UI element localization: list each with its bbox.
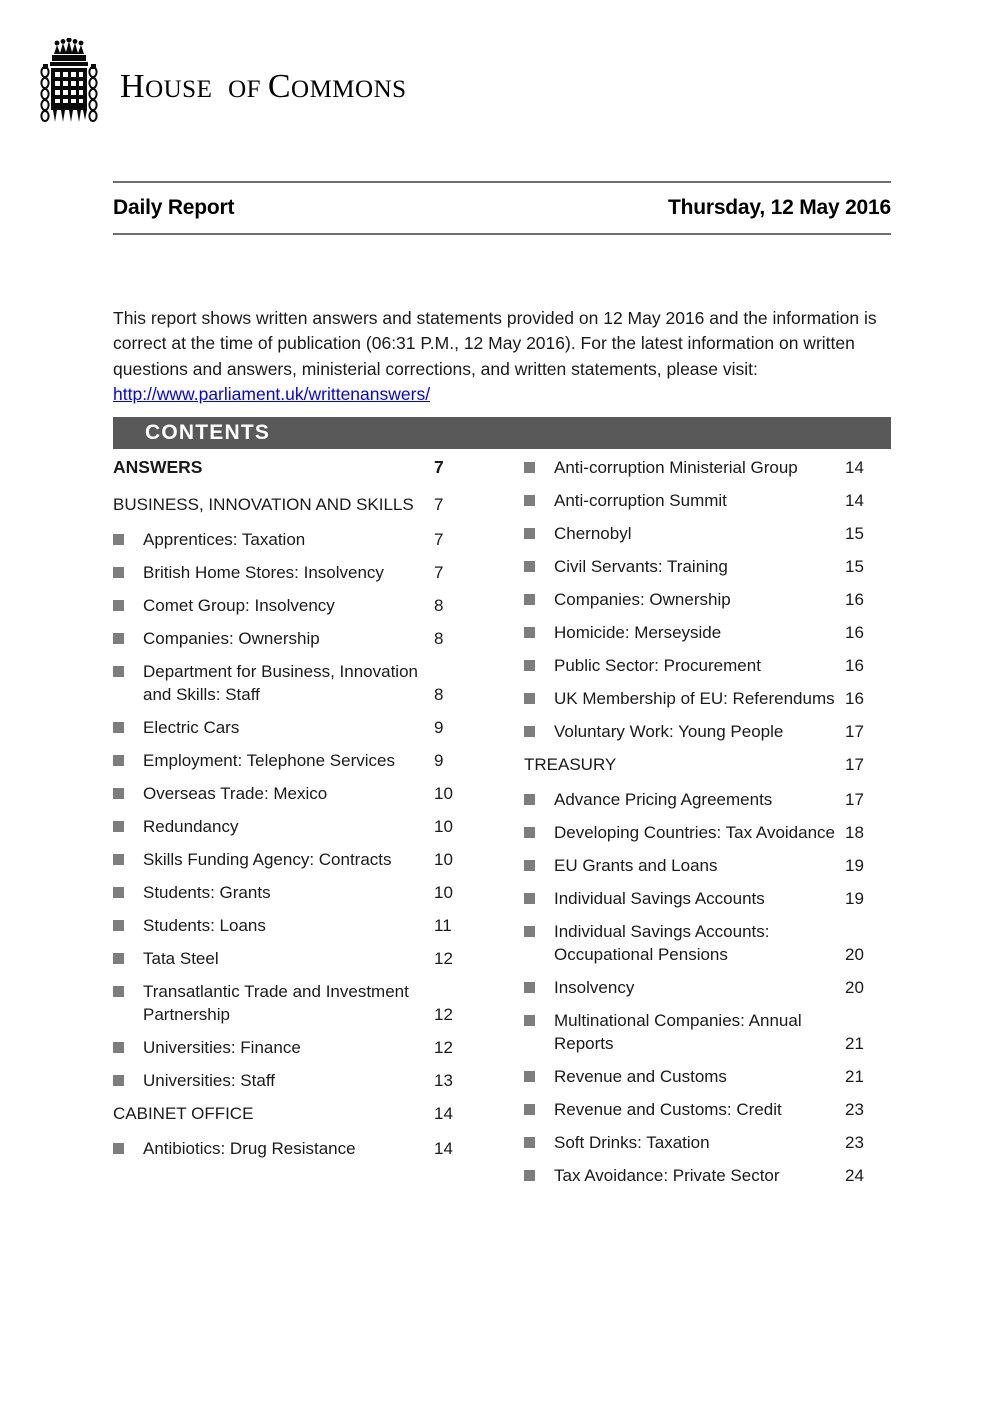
toc-entry[interactable] (113, 627, 480, 650)
toc-entry-label: Soft Drinks: Taxation (554, 1133, 710, 1152)
toc-entry[interactable] (524, 720, 891, 743)
toc-entry[interactable] (113, 980, 480, 1026)
bullet-square-icon (113, 881, 143, 898)
square-icon (524, 495, 535, 506)
toc-entry-label: Tata Steel (143, 949, 219, 968)
toc-entry[interactable] (524, 821, 891, 844)
toc-entry-label: CABINET OFFICE (113, 1104, 254, 1123)
report-date: Thursday, 12 May 2016 (667, 196, 891, 219)
toc-entry-label: Anti-corruption Summit (554, 491, 727, 510)
toc-entry-page-number: 10 (434, 883, 453, 902)
toc-entry-page-number: 10 (434, 817, 453, 836)
toc-entry[interactable] (113, 594, 480, 617)
toc-entry-label: Individual Savings Accounts: Occupational Pensions (554, 922, 770, 964)
written-answers-link[interactable]: http://www.parliament.uk/writtenanswers/ (113, 384, 431, 404)
bullet-square-icon (113, 749, 143, 766)
toc-entry-page-number: 14 (845, 491, 864, 510)
toc-entry[interactable] (113, 1069, 480, 1092)
toc-entry[interactable] (113, 848, 480, 871)
toc-entry-label: Universities: Staff (143, 1071, 275, 1090)
portcullis-crest-icon (36, 38, 102, 136)
toc-entry-label: BUSINESS, INNOVATION AND SKILLS (113, 495, 414, 514)
bullet-square-icon (524, 654, 554, 671)
square-icon (524, 726, 535, 737)
bullet-square-icon (113, 561, 143, 578)
square-icon (524, 860, 535, 871)
toc-entry-label: Chernobyl (554, 524, 632, 543)
bullet-square-icon (113, 1069, 143, 1086)
toc-entry-label: Universities: Finance (143, 1038, 301, 1057)
square-icon (113, 986, 124, 997)
toc-entry[interactable] (524, 456, 891, 479)
square-icon (113, 1042, 124, 1053)
toc-entry-page-number: 12 (434, 1005, 453, 1024)
square-icon (524, 561, 535, 572)
toc-entry-label: Public Sector: Procurement (554, 656, 761, 675)
toc-entry-label: Civil Servants: Training (554, 557, 728, 576)
toc-entry[interactable] (524, 1065, 891, 1088)
square-icon (524, 926, 535, 937)
square-icon (113, 1075, 124, 1086)
square-icon (524, 827, 535, 838)
toc-entry-page-number: 11 (434, 916, 452, 935)
toc-entry[interactable] (113, 881, 480, 904)
toc-entry[interactable] (524, 555, 891, 578)
toc-entry-label: Tax Avoidance: Private Sector (554, 1166, 780, 1185)
toc-entry-label: Department for Business, Innovation and Skills: Staff (143, 662, 418, 704)
toc-entry-page-number: 15 (845, 524, 864, 543)
toc-entry-page-number: 20 (845, 978, 864, 997)
bullet-square-icon (524, 555, 554, 572)
bullet-square-icon (113, 528, 143, 545)
bullet-square-icon (113, 627, 143, 644)
toc-entry-page-number: 7 (434, 563, 444, 582)
square-icon (524, 693, 535, 704)
toc-left-column (113, 456, 480, 1197)
toc-entry-label: UK Membership of EU: Referendums (554, 689, 835, 708)
bullet-square-icon (524, 854, 554, 871)
toc-entry-page-number: 21 (845, 1067, 864, 1086)
toc-entry-label: ANSWERS (113, 457, 203, 477)
toc-entry-page-number: 23 (845, 1100, 864, 1119)
toc-entry-page-number: 14 (434, 1104, 453, 1123)
bullet-square-icon (524, 1098, 554, 1115)
bullet-square-icon (524, 1009, 554, 1026)
toc-entry-page-number: 12 (434, 949, 453, 968)
bullet-square-icon (113, 1036, 143, 1053)
toc-entry-label: Individual Savings Accounts (554, 889, 765, 908)
bullet-square-icon (113, 716, 143, 733)
bullet-square-icon (113, 980, 143, 997)
toc-entry-page-number: 18 (845, 823, 864, 842)
bullet-square-icon (524, 687, 554, 704)
toc-entry-label: Revenue and Customs: Credit (554, 1100, 782, 1119)
toc-entry-page-number: 8 (434, 596, 444, 615)
toc-entry[interactable] (113, 815, 480, 838)
toc-entry-page-number: 9 (434, 751, 444, 770)
square-icon (113, 722, 124, 733)
square-icon (113, 788, 124, 799)
toc-entry[interactable] (524, 1098, 891, 1121)
masthead-title: HOUSE OF COMMONS (120, 68, 407, 105)
square-icon (524, 1104, 535, 1115)
toc-entry-label: Skills Funding Agency: Contracts (143, 850, 392, 869)
bullet-square-icon (524, 821, 554, 838)
toc-section-header[interactable] (113, 493, 480, 516)
toc-entry-page-number: 8 (434, 685, 444, 704)
square-icon (524, 1137, 535, 1148)
toc-entry-label: Voluntary Work: Young People (554, 722, 784, 741)
square-icon (524, 594, 535, 605)
square-icon (113, 920, 124, 931)
square-icon (524, 528, 535, 539)
toc-entry-page-number: 20 (845, 945, 864, 964)
bullet-square-icon (113, 594, 143, 611)
toc-entry-label: Students: Grants (143, 883, 271, 902)
toc-entry-page-number: 16 (845, 656, 864, 675)
toc-entry-label: Revenue and Customs (554, 1067, 727, 1086)
square-icon (113, 1143, 124, 1154)
intro-paragraph (113, 306, 885, 408)
toc-entry-label: Electric Cars (143, 718, 240, 737)
square-icon (113, 633, 124, 644)
toc-entry-page-number: 23 (845, 1133, 864, 1152)
toc-entry-page-number: 12 (434, 1038, 453, 1057)
square-icon (524, 794, 535, 805)
bullet-square-icon (524, 1131, 554, 1148)
toc-entry[interactable] (524, 976, 891, 999)
toc-entry-page-number: 14 (434, 1139, 453, 1158)
bullet-square-icon (113, 947, 143, 964)
toc-entry[interactable] (524, 687, 891, 710)
toc-entry-page-number: 21 (845, 1034, 864, 1053)
square-icon (113, 887, 124, 898)
report-header-band (113, 181, 891, 235)
toc-entry-label: Insolvency (554, 978, 635, 997)
contents-header-bar (113, 417, 891, 449)
toc-entry-page-number: 15 (845, 557, 864, 576)
toc-section-header[interactable] (113, 1102, 480, 1125)
square-icon (524, 627, 535, 638)
square-icon (113, 854, 124, 865)
bullet-square-icon (113, 848, 143, 865)
toc-entry-label: Students: Loans (143, 916, 266, 935)
bullet-square-icon (524, 489, 554, 506)
toc-entry[interactable] (524, 1009, 891, 1055)
bullet-square-icon (524, 887, 554, 904)
square-icon (113, 821, 124, 832)
toc-entry-label: Anti-corruption Ministerial Group (554, 458, 798, 477)
toc-entry-page-number: 16 (845, 689, 864, 708)
bullet-square-icon (524, 1164, 554, 1181)
toc-entry[interactable] (113, 660, 480, 706)
square-icon (113, 755, 124, 766)
toc-entry[interactable] (524, 654, 891, 677)
square-icon (113, 666, 124, 677)
toc-entry-page-number: 10 (434, 850, 453, 869)
toc-entry-page-number: 24 (845, 1166, 864, 1185)
toc-entry[interactable] (524, 887, 891, 910)
bullet-square-icon (113, 782, 143, 799)
bullet-square-icon (113, 1137, 143, 1154)
toc-entry-label: Transatlantic Trade and Investment Partnership (143, 982, 409, 1024)
bullet-square-icon (524, 920, 554, 937)
square-icon (524, 1071, 535, 1082)
toc-entry-label: Advance Pricing Agreements (554, 790, 773, 809)
intro-text: This report shows written answers and statements provided on 12 May 2016 and the information is correct at the time of publication (06:31 P.M., 12 May 2016). For the latest information on written questions and answers, ministerial corrections, and written statements, please visit: (113, 307, 877, 379)
toc-heading-answers[interactable] (113, 456, 480, 479)
toc-entry-label: Developing Countries: Tax Avoidance (554, 823, 835, 842)
toc-entry-label: Redundancy (143, 817, 239, 836)
toc-entry-label: Comet Group: Insolvency (143, 596, 335, 615)
square-icon (113, 567, 124, 578)
toc-entry[interactable] (524, 1164, 891, 1187)
bullet-square-icon (524, 621, 554, 638)
toc-entry[interactable] (113, 1036, 480, 1059)
square-icon (524, 893, 535, 904)
toc-entry[interactable] (113, 1137, 480, 1160)
toc-entry-label: EU Grants and Loans (554, 856, 718, 875)
toc-entry-page-number: 9 (434, 718, 444, 737)
toc-entry-page-number: 13 (434, 1071, 453, 1090)
toc-entry-page-number: 14 (845, 458, 864, 477)
toc-entry[interactable] (113, 561, 480, 584)
square-icon (524, 1170, 535, 1181)
toc-entry-page-number: 17 (845, 722, 864, 741)
bullet-square-icon (524, 456, 554, 473)
bullet-square-icon (524, 588, 554, 605)
toc-entry-label: Companies: Ownership (554, 590, 731, 609)
toc-entry-page-number: 7 (434, 457, 444, 477)
toc-entry[interactable] (524, 854, 891, 877)
square-icon (524, 982, 535, 993)
square-icon (113, 600, 124, 611)
toc-entry[interactable] (113, 782, 480, 805)
table-of-contents (113, 456, 891, 1197)
square-icon (113, 534, 124, 545)
toc-entry-page-number: 8 (434, 629, 444, 648)
square-icon (524, 1015, 535, 1026)
masthead (36, 38, 407, 136)
toc-entry-label: Apprentices: Taxation (143, 530, 306, 549)
toc-entry-label: Employment: Telephone Services (143, 751, 395, 770)
toc-entry-page-number: 19 (845, 889, 864, 908)
toc-entry-label: Multinational Companies: Annual Reports (554, 1011, 802, 1053)
contents-label: CONTENTS (145, 421, 271, 444)
report-title: Daily Report (113, 196, 235, 219)
bullet-square-icon (113, 815, 143, 832)
toc-entry[interactable] (524, 1131, 891, 1154)
square-icon (113, 953, 124, 964)
toc-entry[interactable] (113, 749, 480, 772)
toc-entry-page-number: 16 (845, 623, 864, 642)
toc-entry[interactable] (113, 716, 480, 739)
toc-entry[interactable] (524, 920, 891, 966)
bullet-square-icon (524, 522, 554, 539)
toc-entry-page-number: 17 (845, 755, 864, 774)
toc-entry-page-number: 10 (434, 784, 453, 803)
toc-entry[interactable] (524, 489, 891, 512)
toc-entry-page-number: 19 (845, 856, 864, 875)
toc-entry[interactable] (113, 528, 480, 551)
square-icon (524, 462, 535, 473)
toc-entry-page-number: 16 (845, 590, 864, 609)
bullet-square-icon (524, 788, 554, 805)
toc-entry[interactable] (113, 914, 480, 937)
toc-section-header[interactable] (524, 753, 891, 776)
toc-entry-page-number: 7 (434, 530, 444, 549)
toc-entry-label: British Home Stores: Insolvency (143, 563, 384, 582)
toc-entry[interactable] (524, 621, 891, 644)
bullet-square-icon (524, 720, 554, 737)
bullet-square-icon (113, 914, 143, 931)
toc-entry-page-number: 7 (434, 495, 444, 514)
toc-entry-page-number: 17 (845, 790, 864, 809)
toc-entry-label: Homicide: Merseyside (554, 623, 722, 642)
toc-right-column (524, 456, 891, 1197)
square-icon (524, 660, 535, 671)
toc-entry-label: TREASURY (524, 755, 617, 774)
bullet-square-icon (524, 1065, 554, 1082)
bullet-square-icon (524, 976, 554, 993)
toc-entry[interactable] (113, 947, 480, 970)
toc-entry[interactable] (524, 588, 891, 611)
bullet-square-icon (113, 660, 143, 677)
toc-entry[interactable] (524, 788, 891, 811)
toc-entry[interactable] (524, 522, 891, 545)
toc-entry-label: Antibiotics: Drug Resistance (143, 1139, 356, 1158)
toc-entry-label: Companies: Ownership (143, 629, 320, 648)
toc-entry-label: Overseas Trade: Mexico (143, 784, 328, 803)
